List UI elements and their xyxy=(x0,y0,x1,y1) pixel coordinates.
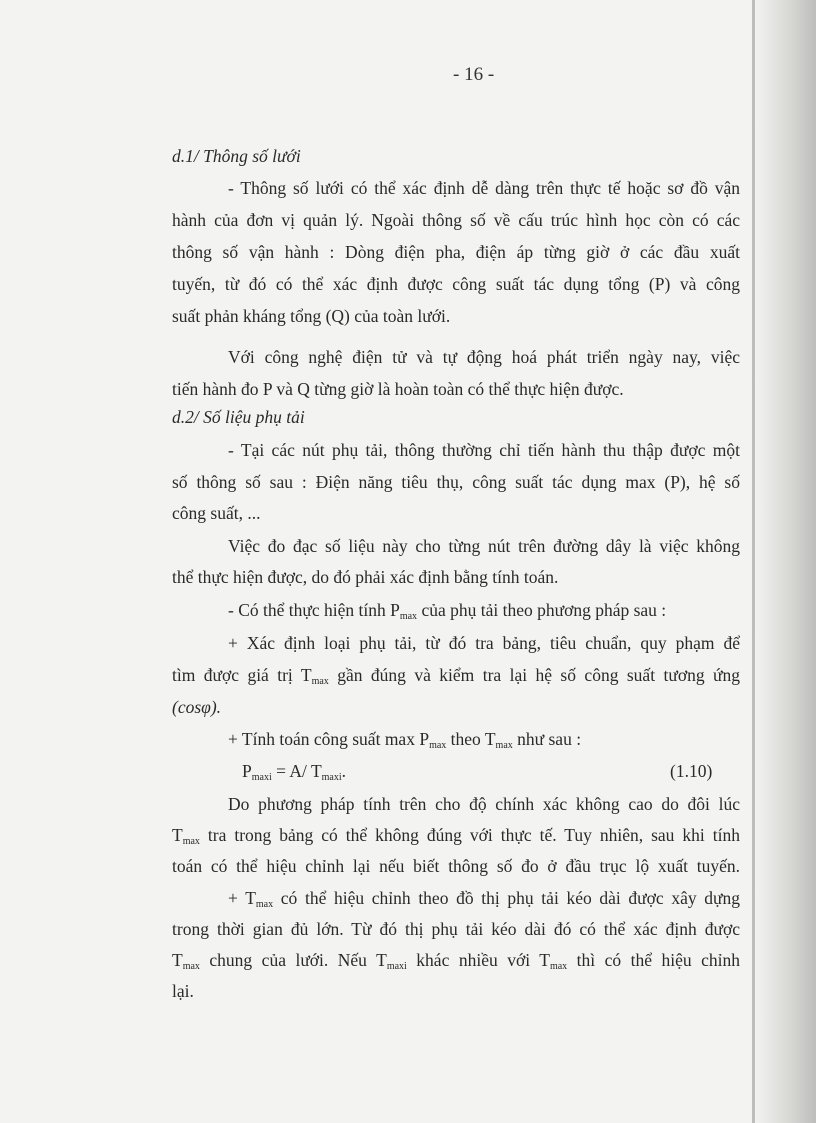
paragraph-line: + $T_{max}$ có thể hiệu chỉnh theo đồ thị phụ tải kéo dài được xây dựng xyxy=(228,888,740,910)
paragraph-line: tuyến, từ đó có thể xác định được công suất tác dụng tổng (P) và công xyxy=(172,274,740,294)
paragraph-line: Việc đo đạc số liệu này cho từng nút trên đường dây là việc không xyxy=(228,536,740,556)
paragraph-line: thông số vận hành : Dòng điện pha, điện áp từng giờ ở các đầu xuất xyxy=(172,242,740,262)
scan-edge-shadow xyxy=(754,0,816,1123)
paragraph-line: $T_{max}$ tra trong bảng có thể không đúng với thực tế. Tuy nhiên, sau khi tính xyxy=(172,825,740,847)
page-number: - 16 - xyxy=(453,64,495,85)
section-heading-d1: d.1/ Thông số lưới xyxy=(172,146,301,166)
paragraph-line: + Xác định loại phụ tải, từ đó tra bảng, tiêu chuẩn, quy phạm để xyxy=(228,633,740,653)
paragraph-line: - Thông số lưới có thể xác định dễ dàng trên thực tế hoặc sơ đồ vận xyxy=(228,178,740,198)
paragraph-line: trong thời gian đủ lớn. Từ đó thị phụ tải kéo dài đó có thể xác định được xyxy=(172,919,740,939)
paragraph-line: tiến hành đo P và Q từng giờ là hoàn toàn có thể thực hiện được. xyxy=(172,379,624,399)
paragraph-line: toán có thể hiệu chỉnh lại nếu biết thông số đo ở đầu trục lộ xuất tuyến. xyxy=(172,856,740,876)
paragraph-line: Với công nghệ điện tử và tự động hoá phát triển ngày nay, việc xyxy=(228,347,740,367)
paragraph-line: lại. xyxy=(172,981,194,1001)
paragraph-line: suất phản kháng tổng (Q) của toàn lưới. xyxy=(172,306,451,326)
formula: $P_{maxi} = A/$ $T_{maxi}$. xyxy=(242,761,347,783)
paragraph-line: - Tại các nút phụ tải, thông thường chỉ tiến hành thu thập được một xyxy=(228,440,740,460)
paragraph-line: thể thực hiện được, do đó phải xác định bằng tính toán. xyxy=(172,567,559,587)
paragraph-line: Do phương pháp tính trên cho độ chính xác không cao do đôi lúc xyxy=(228,794,740,814)
paragraph-line: tìm được giá trị $T_{max}$ gần đúng và kiểm tra lại hệ số công suất tương ứng xyxy=(172,665,740,687)
paragraph-line: số thông số sau : Điện năng tiêu thụ, công suất tác dụng max (P), hệ số xyxy=(172,472,740,492)
paragraph-line: (cosφ). xyxy=(172,697,222,717)
paragraph-line: $T_{max}$ chung của lưới. Nếu $T_{maxi}$ khác nhiều với $T_{max}$ thì có thể hiệu chỉnh xyxy=(172,950,740,972)
paragraph-line: + Tính toán công suất $\max P_{max}$ theo $T_{max}$ như sau : xyxy=(228,729,582,751)
formula-number: (1.10) xyxy=(670,761,713,781)
paragraph-line: - Có thể thực hiện tính $P_{max}$ của phụ tải theo phương pháp sau : xyxy=(228,600,667,622)
paragraph-line: hành của đơn vị quản lý. Ngoài thông số về cấu trúc hình học còn có các xyxy=(172,210,740,230)
paragraph-line: công suất, ... xyxy=(172,503,261,523)
section-heading-d2: d.2/ Số liệu phụ tải xyxy=(172,407,305,427)
